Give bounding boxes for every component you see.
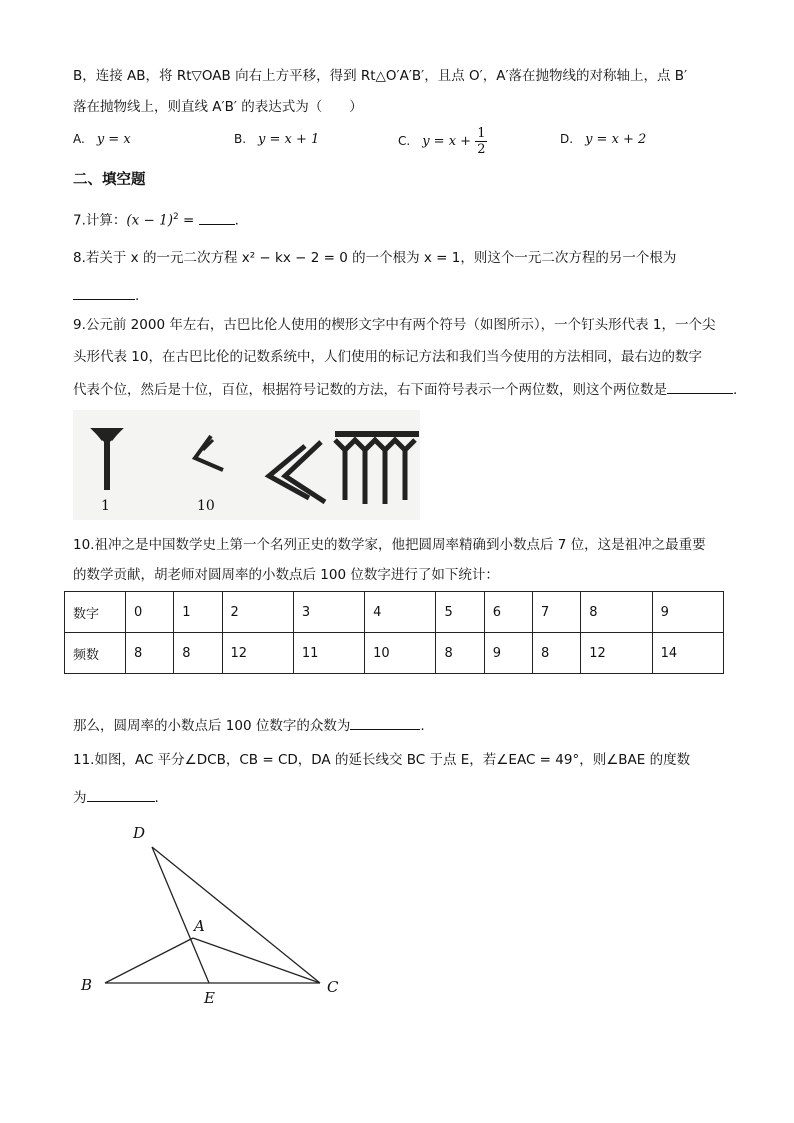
table-header-frequency: 频数	[65, 633, 126, 674]
table-cell: 0	[126, 592, 174, 633]
table-cell: 9	[652, 592, 723, 633]
table-cell: 8	[532, 633, 580, 674]
q11-line2: 为 .	[73, 787, 159, 808]
q6-option-c: C. y = x + $\frac{1}{2}$	[398, 126, 486, 157]
table-cell: 8	[581, 592, 652, 633]
segment-dc	[152, 847, 320, 983]
segment-ba	[105, 938, 193, 983]
q10-line1: 10.祖冲之是中国数学史上第一个名列正史的数学家，他把圆周率精确到小数点后 7 位，这是祖冲之最重要	[73, 537, 706, 553]
q6-line2: 落在抛物线上，则直线 A′B′ 的表达式为（ ）	[73, 99, 363, 115]
section-title: 二、填空题	[73, 172, 146, 188]
q6-option-b: B. y = x + 1	[234, 132, 320, 147]
q6-option-a: A. y = x	[73, 132, 131, 147]
q9-line3: 代表个位，然后是十位，百位，根据符号记数的方法，右下面符号表示一个两位数，则这个两位数是 .	[73, 379, 737, 400]
point-label-c: C	[327, 978, 339, 996]
q11-line1: 11.如图，AC 平分∠DCB，CB = CD，DA 的延长线交 BC 于点 E，若∠EAC = 49°，则∠BAE 的度数	[73, 752, 691, 768]
point-label-b: B	[81, 976, 93, 994]
caption-one: 1	[101, 498, 110, 514]
table-cell: 11	[293, 633, 364, 674]
table-cell: 12	[581, 633, 652, 674]
table-cell: 5	[436, 592, 484, 633]
q6-c-numerator: 1	[477, 126, 486, 141]
q9-line2: 头形代表 10，在古巴比伦的记数系统中，人们使用的标记方法和我们当今使用的方法相同，最右边的数字	[73, 349, 702, 365]
table-cell: 1	[174, 592, 222, 633]
table-cell: 8	[174, 633, 222, 674]
table-cell: 9	[484, 633, 532, 674]
q8-line2: .	[73, 285, 139, 306]
table-cell: 2	[222, 592, 293, 633]
point-label-d: D	[133, 824, 146, 842]
q6-option-d: D. y = x + 2	[560, 132, 647, 147]
table-cell: 10	[365, 633, 436, 674]
q10-line2: 的数学贡献，胡老师对圆周率的小数点后 100 位数字进行了如下统计：	[73, 567, 499, 583]
q8-line1: 8.若关于 x 的一元二次方程 x² − kx − 2 = 0 的一个根为 x = 1，则这个一元二次方程的另一个根为	[73, 250, 677, 266]
segment-de	[152, 847, 209, 983]
q10-after: 那么，圆周率的小数点后 100 位数字的众数为 .	[73, 715, 425, 736]
table-cell: 8	[126, 633, 174, 674]
point-label-e: E	[204, 989, 215, 1007]
segment-ac	[193, 938, 320, 983]
table-cell: 6	[484, 592, 532, 633]
q6-line1: B，连接 AB，将 Rt▽OAB 向右上方平移，得到 Rt△O′A′B′，且点 O′，A′落在抛物线的对称轴上，点 B′	[73, 68, 688, 84]
table-cell: 14	[652, 633, 723, 674]
q6-c-denominator: 2	[477, 142, 486, 157]
caption-ten: 10	[197, 498, 215, 514]
table-cell: 8	[436, 633, 484, 674]
table-header-digit: 数字	[65, 592, 126, 633]
point-label-a: A	[194, 917, 205, 935]
table-cell: 3	[293, 592, 364, 633]
table-cell: 4	[365, 592, 436, 633]
table-cell: 12	[222, 633, 293, 674]
q9-line1: 9.公元前 2000 年左右，古巴比伦人使用的楔形文字中有两个符号（如图所示），一个钉头形代表 1，一个尖	[73, 317, 716, 333]
table-cell: 7	[532, 592, 580, 633]
q7: 7.计算：$(x - 1)^2$ = .	[73, 207, 239, 231]
